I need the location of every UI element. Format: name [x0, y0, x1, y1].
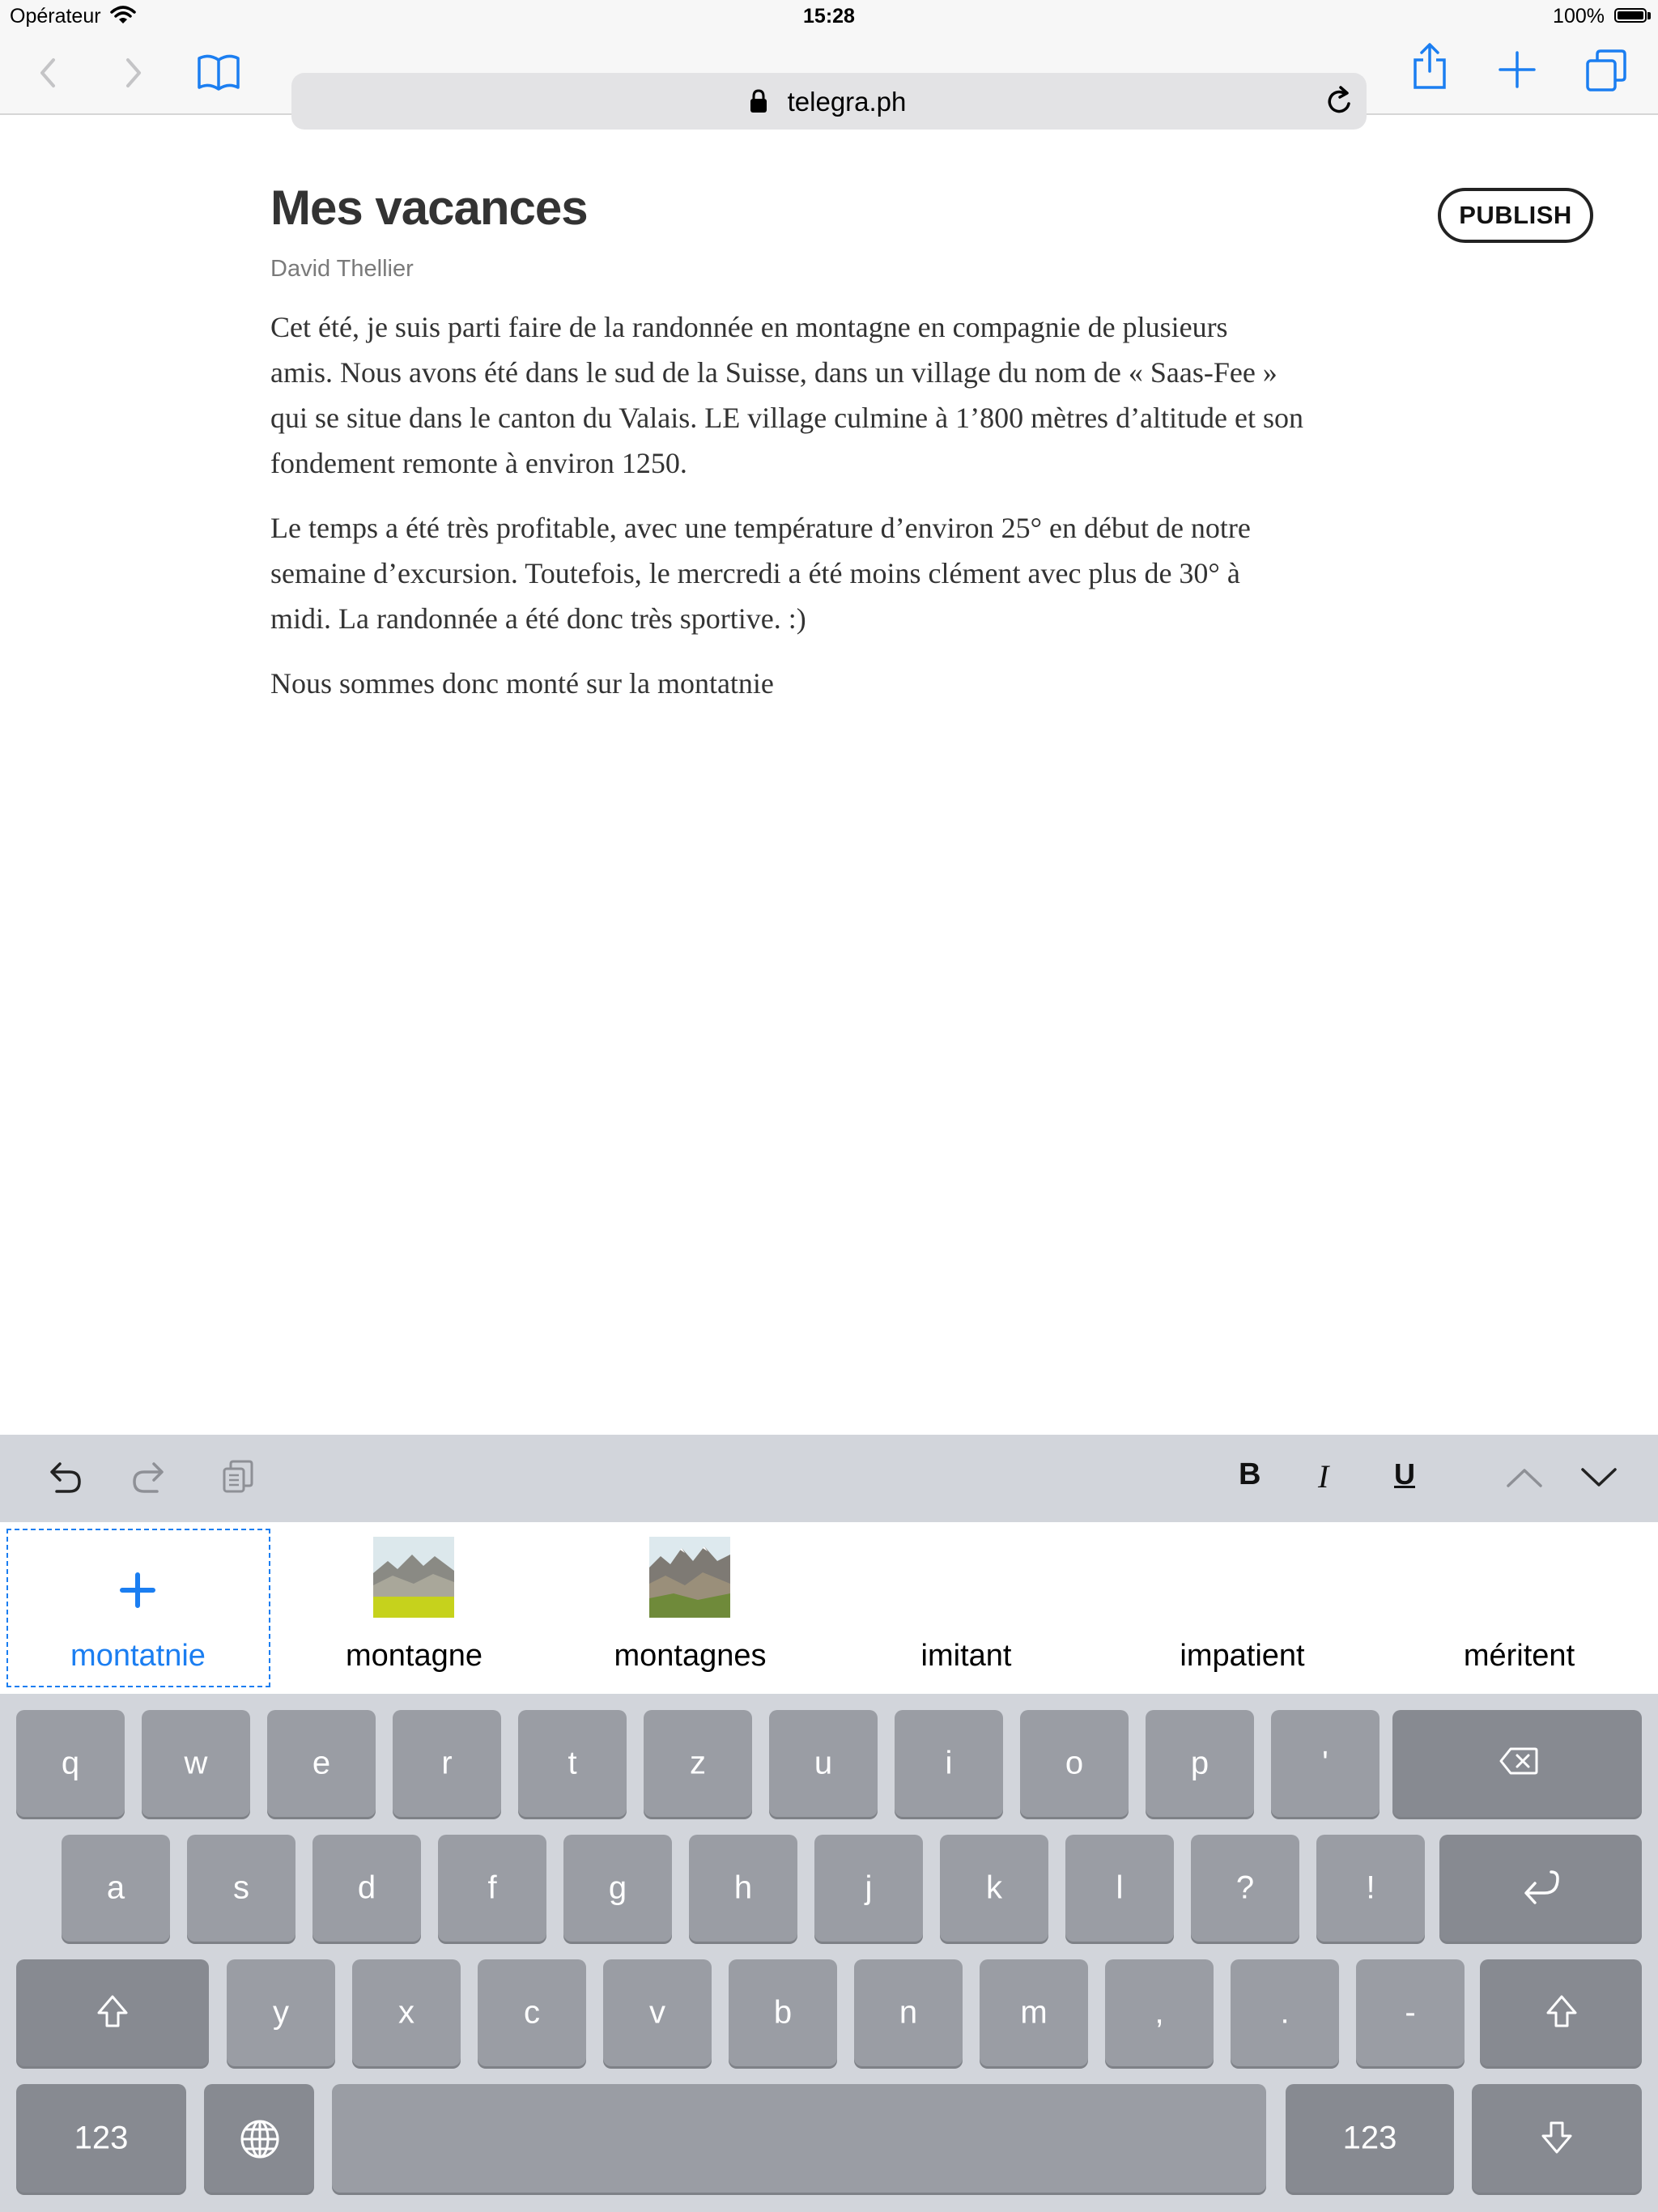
reload-icon[interactable]	[1324, 86, 1354, 117]
mountain-image	[373, 1537, 454, 1618]
bookmarks-icon[interactable]	[196, 52, 241, 92]
author-name[interactable]: David Thellier	[270, 256, 414, 282]
clock: 15:28	[803, 5, 855, 28]
delete-icon	[1499, 1747, 1538, 1775]
chevron-up-icon[interactable]	[1506, 1467, 1543, 1488]
key-s[interactable]: s	[187, 1835, 295, 1942]
italic-button[interactable]: I	[1318, 1458, 1329, 1495]
globe-icon	[240, 2119, 280, 2159]
key-h[interactable]: h	[689, 1835, 797, 1942]
key-n[interactable]: n	[854, 1959, 963, 2066]
prediction-montagne[interactable]: montagne	[276, 1522, 552, 1694]
chevron-down-icon[interactable]	[1580, 1467, 1618, 1488]
key-z[interactable]: z	[644, 1710, 752, 1817]
numbers-key-left[interactable]: 123	[16, 2084, 186, 2193]
shift-key-right[interactable]	[1480, 1959, 1642, 2066]
return-icon	[1522, 1869, 1561, 1904]
key-v[interactable]: v	[603, 1959, 712, 2066]
key-question[interactable]: ?	[1191, 1835, 1299, 1942]
add-word-icon	[120, 1572, 155, 1608]
status-bar	[0, 0, 1658, 32]
underline-button[interactable]: U	[1394, 1457, 1415, 1491]
key-q[interactable]: q	[16, 1710, 125, 1817]
key-c[interactable]: c	[478, 1959, 586, 2066]
address-bar[interactable]	[291, 73, 1367, 130]
back-icon[interactable]	[37, 57, 58, 89]
key-f[interactable]: f	[438, 1835, 546, 1942]
key-t[interactable]: t	[518, 1710, 627, 1817]
key-b[interactable]: b	[729, 1959, 837, 2066]
publish-button[interactable]: PUBLISH	[1438, 188, 1593, 243]
carrier-label: Opérateur	[10, 5, 101, 28]
url-text: telegra.ph	[787, 87, 907, 117]
tabs-icon[interactable]	[1585, 49, 1627, 92]
undo-icon[interactable]	[45, 1461, 83, 1496]
key-apostrophe[interactable]: '	[1271, 1710, 1380, 1817]
key-p[interactable]: p	[1146, 1710, 1254, 1817]
key-hyphen[interactable]: -	[1356, 1959, 1465, 2066]
redo-icon[interactable]	[131, 1461, 168, 1496]
key-l[interactable]: l	[1065, 1835, 1174, 1942]
article-title[interactable]: Mes vacances	[270, 181, 588, 235]
keyboard-shortcut-bar	[0, 1435, 1658, 1522]
forward-icon[interactable]	[123, 57, 144, 89]
key-exclamation[interactable]: !	[1316, 1835, 1425, 1942]
key-o[interactable]: o	[1020, 1710, 1129, 1817]
key-x[interactable]: x	[352, 1959, 461, 2066]
bold-button[interactable]: B	[1239, 1457, 1261, 1491]
prediction-impatient[interactable]: impatient	[1180, 1639, 1305, 1673]
return-key[interactable]	[1439, 1835, 1642, 1942]
mountains-image	[649, 1537, 730, 1618]
browser-toolbar	[0, 32, 1658, 115]
shift-key-left[interactable]	[16, 1959, 209, 2066]
prediction-imitant[interactable]: imitant	[920, 1639, 1012, 1673]
key-i[interactable]: i	[895, 1710, 1003, 1817]
globe-key[interactable]	[204, 2084, 314, 2193]
key-k[interactable]: k	[940, 1835, 1048, 1942]
hide-keyboard-key[interactable]	[1472, 2084, 1642, 2193]
key-r[interactable]: r	[393, 1710, 501, 1817]
share-icon[interactable]	[1412, 42, 1448, 91]
paragraph[interactable]: Cet été, je suis parti faire de la randonnée en montagne en compagnie de plusieurs amis. Nous avons été dans le sud de la Suisse, dans un village du nom de « Saas-Fee » qui se situe dans le canton du Valais. LE village culmine à 1’800 mètres d’altitude et son fondement remonte à environ 1250.	[270, 311, 1304, 479]
space-bar[interactable]	[332, 2084, 1266, 2193]
hide-keyboard-icon	[1540, 2120, 1574, 2155]
key-a[interactable]: a	[62, 1835, 170, 1942]
prediction-meritent[interactable]: méritent	[1463, 1639, 1575, 1673]
numbers-key-right[interactable]: 123	[1286, 2084, 1454, 2193]
delete-key[interactable]	[1392, 1710, 1642, 1817]
key-m[interactable]: m	[980, 1959, 1088, 2066]
battery-percent: 100%	[1553, 5, 1605, 28]
paragraph[interactable]: Le temps a été très profitable, avec une température d’environ 25° en début de notre semaine d’excursion. Toutefois, le mercredi a été moins clément avec plus de 30° à midi. La randonnée a été donc très sportive. :)	[270, 512, 1251, 635]
paragraph[interactable]: Nous sommes donc monté sur la montatnie	[270, 667, 774, 700]
battery-icon	[1614, 8, 1647, 23]
key-j[interactable]: j	[814, 1835, 923, 1942]
key-period[interactable]: .	[1231, 1959, 1339, 2066]
key-g[interactable]: g	[563, 1835, 672, 1942]
key-w[interactable]: w	[142, 1710, 250, 1817]
key-d[interactable]: d	[312, 1835, 421, 1942]
prediction-montatnie[interactable]: montatnie	[0, 1522, 276, 1694]
paste-icon[interactable]	[222, 1459, 254, 1495]
key-e[interactable]: e	[267, 1710, 376, 1817]
shift-icon	[96, 1993, 130, 2029]
shift-icon	[1545, 1993, 1579, 2029]
prediction-montagnes[interactable]: montagnes	[552, 1522, 828, 1694]
key-u[interactable]: u	[769, 1710, 878, 1817]
new-tab-icon[interactable]	[1498, 50, 1537, 89]
key-comma[interactable]: ,	[1105, 1959, 1214, 2066]
key-y[interactable]: y	[227, 1959, 335, 2066]
